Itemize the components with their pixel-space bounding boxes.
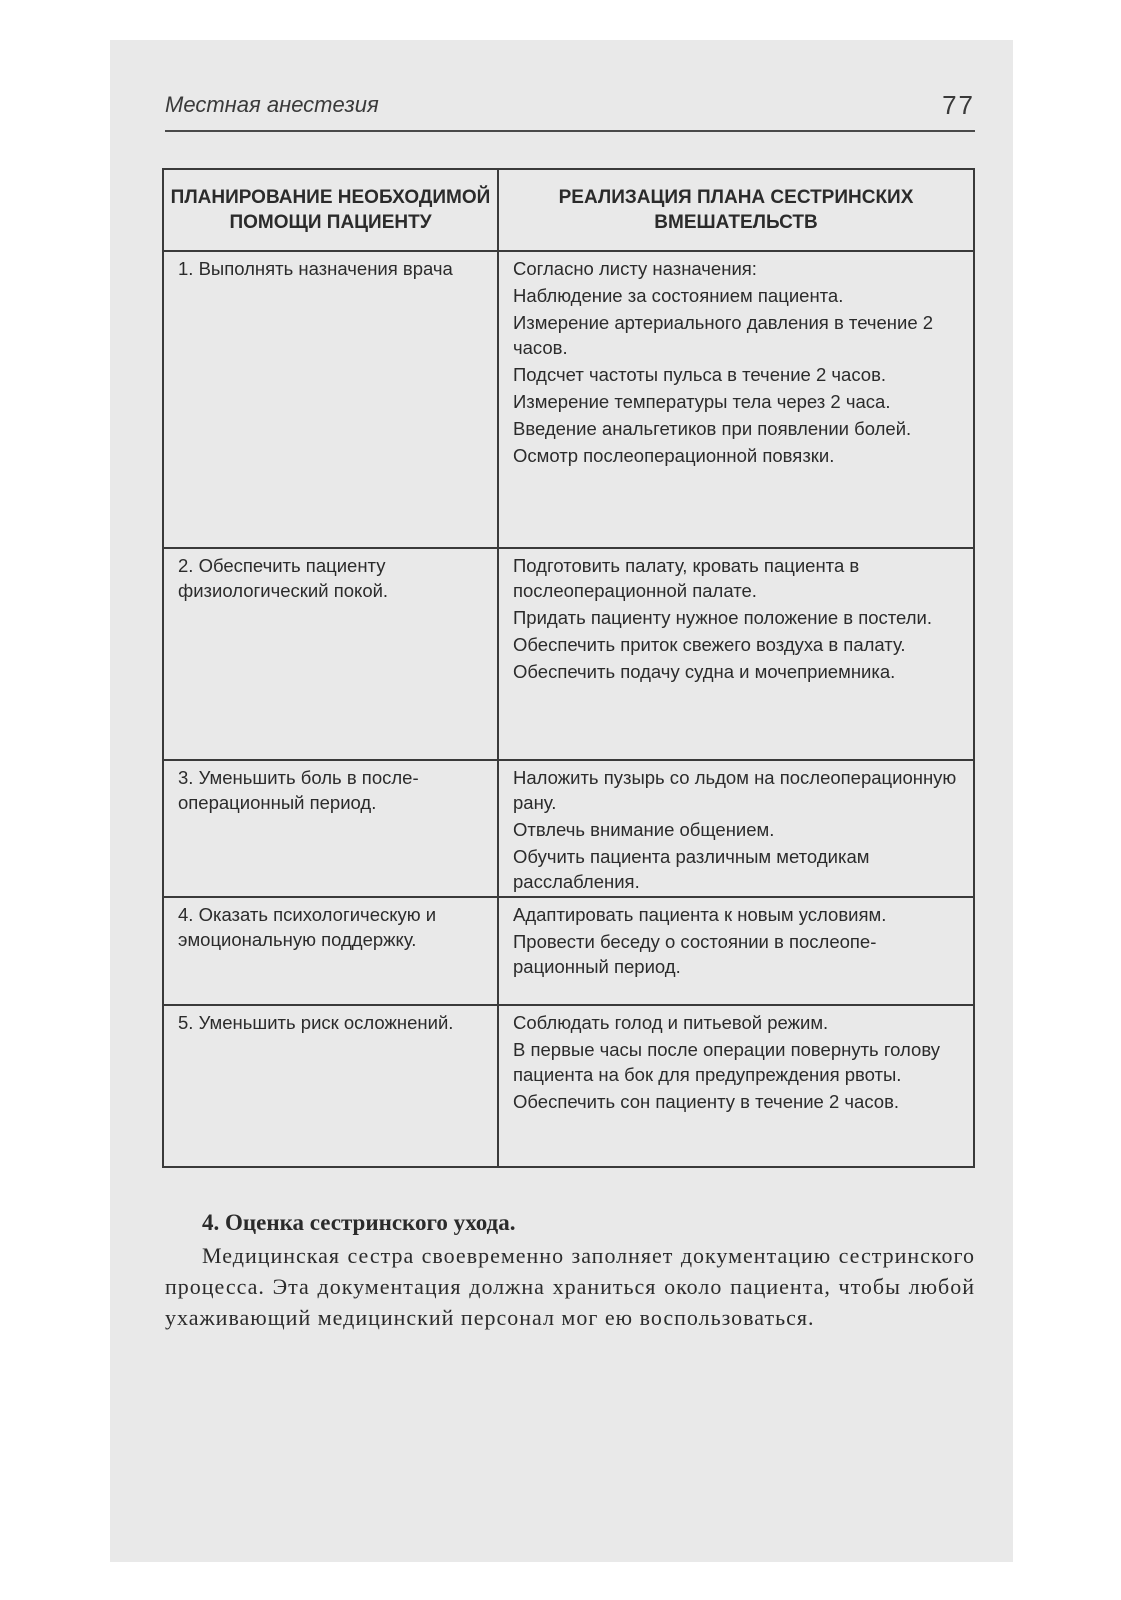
table-row [163, 760, 974, 897]
action-item: Обеспечить приток свежего воздуха в палату. [513, 634, 906, 655]
action-item: Измерение артериального давления в течение 2 часов. [513, 312, 934, 358]
action-item: Адаптировать пациента к новым условиям. [513, 904, 887, 925]
action-item: Обеспечить сон пациенту в течение 2 часов. [513, 1091, 900, 1112]
running-title: Местная анестезия [165, 92, 379, 117]
plan-cell: 2. Обеспечить пациенту физиологический покой. [163, 548, 498, 760]
action-item: Подсчет частоты пульса в течение 2 часов. [513, 364, 887, 385]
nursing-evaluation-section [165, 1208, 975, 1333]
actions-cell [498, 251, 974, 548]
plan-cell: 1. Выполнять назначения врача [163, 251, 498, 548]
table-row [163, 251, 974, 548]
action-item: Подготовить палату, кровать пациента в послеоперационной палате. [513, 555, 860, 601]
care-plan-table [162, 168, 975, 1168]
plan-cell: 4. Оказать психологическую и эмоциональную поддержку. [163, 897, 498, 1005]
action-item: Соблюдать голод и питьевой режим. [513, 1012, 829, 1033]
action-item: Измерение температуры тела через 2 часа. [513, 391, 891, 412]
column-header-planning: ПЛАНИРОВАНИЕ НЕОБХОДИМОЙ ПОМОЩИ ПАЦИЕНТУ [163, 169, 498, 251]
action-item: Обучить пациента различным методикам расслабления. [513, 846, 870, 892]
page-number: 77 [942, 90, 975, 120]
column-header-implementation: РЕАЛИЗАЦИЯ ПЛАНА СЕСТРИНСКИХ ВМЕШАТЕЛЬСТВ [498, 169, 974, 251]
section-paragraph: Медицинская сестра своевременно заполняет документацию сестринского процесса. Эта документация должна храниться около пациента, чтобы любой ухаживающий медицинский персонал мог ею воспользоваться. [165, 1243, 975, 1330]
action-item: Отвлечь внимание общением. [513, 819, 775, 840]
action-item: Придать пациенту нужное положение в постели. [513, 607, 933, 628]
running-head [165, 90, 975, 132]
action-item: Провести беседу о состоянии в послеоперационный период. [513, 931, 877, 977]
actions-cell [498, 1005, 974, 1167]
actions-cell [498, 548, 974, 760]
plan-cell: 3. Уменьшить боль в послеоперационный период. [163, 760, 498, 897]
table-row [163, 1005, 974, 1167]
table-row [163, 548, 974, 760]
table-header-row [163, 169, 974, 251]
action-item: Согласно листу назначения: [513, 258, 757, 279]
actions-cell [498, 897, 974, 1005]
action-item: Наблюдение за состоянием пациента. [513, 285, 844, 306]
table-row [163, 897, 974, 1005]
action-item: Обеспечить подачу судна и мочеприемника. [513, 661, 896, 682]
action-item: Введение анальгетиков при появлении болей. [513, 418, 912, 439]
section-heading: 4. Оценка сестринского ухода. [202, 1210, 516, 1235]
actions-cell [498, 760, 974, 897]
action-item: Осмотр послеоперационной повязки. [513, 445, 835, 466]
action-item: В первые часы после операции повернуть голову пациента на бок для предупреждения рвоты. [513, 1039, 941, 1085]
plan-cell: 5. Уменьшить риск осложнений. [163, 1005, 498, 1167]
action-item: Наложить пузырь со льдом на послеоперационную рану. [513, 767, 957, 813]
